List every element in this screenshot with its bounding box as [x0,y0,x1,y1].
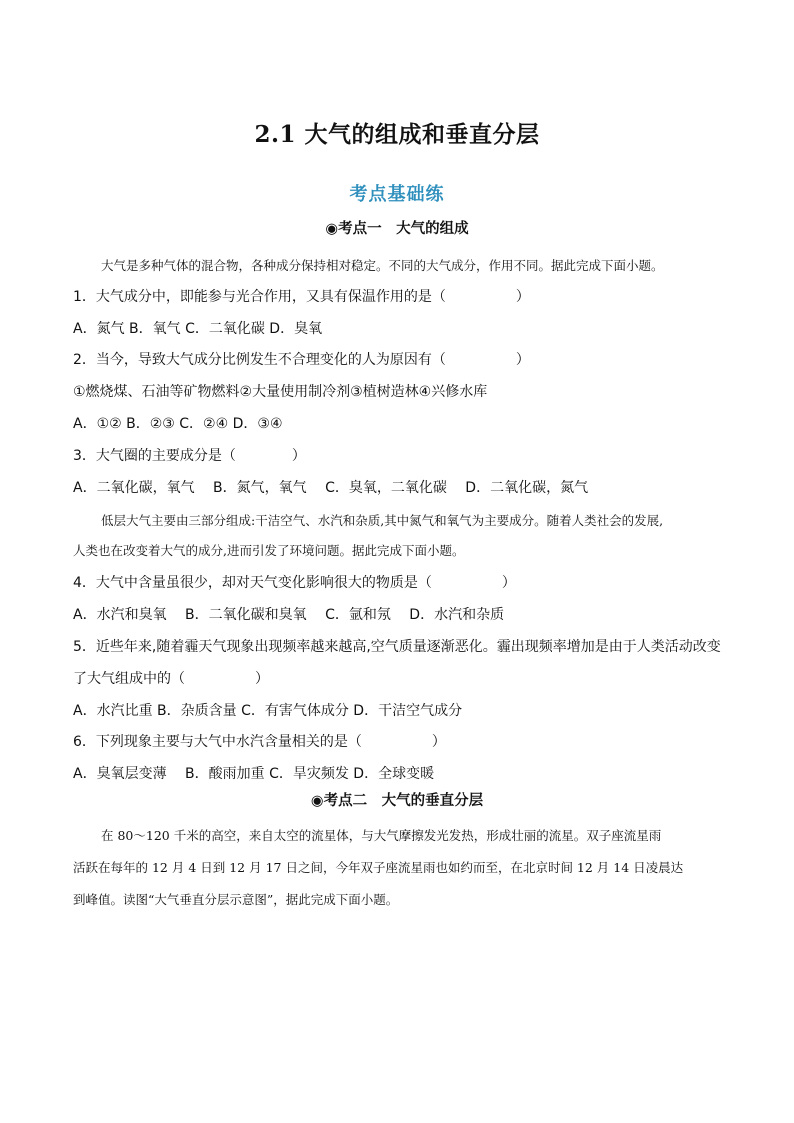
intro-paragraph-2-line-2: 人类也在改变着大气的成分,进而引发了环境问题。据此完成下面小题。 [73,543,465,558]
question-3-options: A．二氧化碳，氧气 B．氮气，氧气 C．臭氧，二氧化碳 D．二氧化碳，氮气 [73,480,589,496]
section-heading-2: ◉考点二 大气的垂直分层 [310,793,484,809]
question-3: 3．大气圈的主要成分是（ ） [73,448,306,464]
question-2: 2．当今，导致大气成分比例发生不合理变化的人为原因有（ ） [73,352,530,368]
question-1-options: A．氮气 B．氧气 C．二氧化碳 D．臭氧 [73,321,323,337]
intro-paragraph-3-line-3: 到峰值。读图“大气垂直分层示意图”，据此完成下面小题。 [73,892,399,907]
question-6: 6．下列现象主要与大气中水汽含量相关的是（ ） [73,734,446,750]
intro-paragraph-2-line-1: 低层大气主要由三部分组成:干洁空气、水汽和杂质,其中氮气和氧气为主要成分。随着人类社会的发展, [101,513,664,528]
intro-paragraph-1: 大气是多种气体的混合物，各种成分保持相对稳定。不同的大气成分，作用不同。据此完成下面小题。 [101,258,664,273]
intro-paragraph-3-line-1: 在 80～120 千米的高空，来自太空的流星体，与大气摩擦发光发热，形成壮丽的流星。双子座流星雨 [101,828,662,843]
question-4-options: A．水汽和臭氧 B．二氧化碳和臭氧 C．氩和氖 D．水汽和杂质 [73,607,505,623]
question-5-options: A．水汽比重 B．杂质含量 C．有害气体成分 D．干洁空气成分 [73,703,463,719]
question-4: 4．大气中含量虽很少，却对天气变化影响很大的物质是（ ） [73,575,516,591]
intro-paragraph-3-line-2: 活跃在每年的 12 月 4 日到 12 月 17 日之间，今年双子座流星雨也如约而至，在北京时间 12 月 14 日凌晨达 [73,860,684,875]
question-1: 1．大气成分中，即能参与光合作用，又具有保温作用的是（ ） [73,289,530,305]
page-subtitle: 考点基础练 [349,184,445,205]
question-2-items: ①燃烧煤、石油等矿物燃料②大量使用制冷剂③植树造林④兴修水库 [73,384,488,400]
question-5-line-1: 5．近些年来,随着霾天气现象出现频率越来越高,空气质量逐渐恶化。霾出现频率增加是由于人类活动改变 [73,639,721,655]
page-title: 2.1 大气的组成和垂直分层 [254,121,540,148]
question-2-options: A．①② B．②③ C．②④ D．③④ [73,416,283,432]
question-6-options: A．臭氧层变薄 B．酸雨加重 C．旱灾频发 D．全球变暖 [73,766,435,782]
section-heading-1: ◉考点一 大气的组成 [325,221,469,237]
question-5-line-2: 了大气组成中的（ ） [73,671,269,687]
